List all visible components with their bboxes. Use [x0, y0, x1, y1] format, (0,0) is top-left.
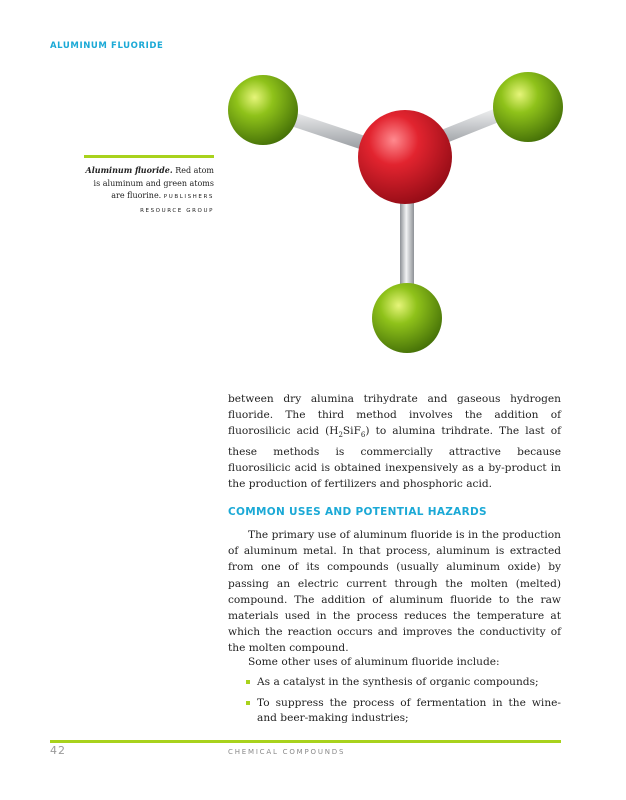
list-item [246, 675, 561, 691]
bullet-square-icon [246, 701, 250, 705]
running-head: ALUMINUM FLUORIDE [50, 41, 164, 51]
paragraph-1-text-c: ) to alumina trihdrate. The last of these methods is commercially attractive because fluorosilicic acid is obtained inexpensively as a by-product in the production of fertilizers and phosphoric acid. [228, 425, 561, 491]
uses-list [246, 675, 561, 732]
bullet-square-icon [246, 680, 250, 684]
paragraph-3: Some other uses of aluminum fluoride include: [248, 656, 500, 668]
caption-text: Red atom is aluminum and green atoms are fluorine. [93, 166, 214, 200]
paragraph-1 [228, 391, 561, 492]
paragraph-1-text-b: SiF [342, 425, 361, 438]
fluorine-atom-left [228, 75, 298, 145]
paragraph-1-text-a: between dry alumina trihydrate and gaseous hydrogen fluoride. The third method involves the addition of fluorosilicic acid (H [228, 393, 561, 438]
paragraph-2: The primary use of aluminum fluoride is in the production of aluminum metal. In that process, aluminum is extracted from one of its compounds (usually aluminum oxide) by passing an electric current through the molten (melted) compound. The addition of aluminum fluoride to the raw materials used in the process reduces the temperature at which the reaction occurs and improves the conductivity of the molten compound. [228, 529, 561, 655]
list-item-text: To suppress the process of fermentation in the wine- and beer-making industries; [257, 696, 561, 724]
page-number: 42 [50, 744, 66, 757]
subscript-2: 2 [338, 431, 343, 440]
figure-caption [80, 164, 214, 217]
fluorine-atom-bottom [372, 283, 442, 353]
footer-rule [50, 740, 561, 743]
subscript-6: 6 [360, 431, 366, 440]
caption-rule [84, 155, 214, 158]
list-item [246, 696, 561, 727]
list-item-text: As a catalyst in the synthesis of organic compounds; [257, 676, 539, 688]
footer-book-title: CHEMICAL COMPOUNDS [228, 748, 346, 756]
aluminum-atom [358, 110, 452, 204]
caption-title: Aluminum fluoride. [85, 165, 173, 175]
caption-credit: PUBLISHERS RESOURCE GROUP [140, 194, 214, 214]
section-heading: COMMON USES AND POTENTIAL HAZARDS [228, 506, 487, 518]
fluorine-atom-right [493, 72, 563, 142]
molecule-illustration [210, 60, 590, 360]
